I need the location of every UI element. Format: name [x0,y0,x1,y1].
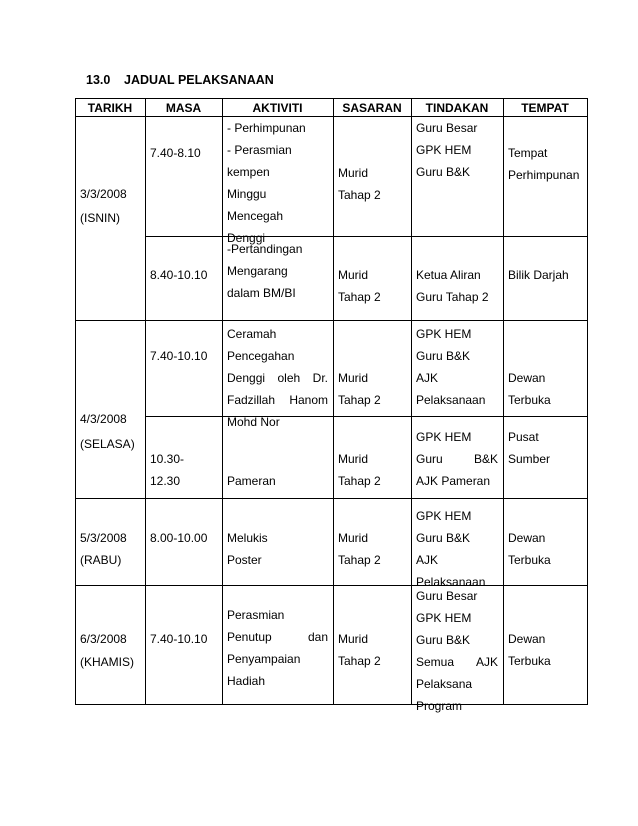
table-border [75,98,76,705]
action-line: Pelaksanaan [416,575,486,589]
time-cell: 7.40-8.10 [150,146,201,160]
target-line: Tahap 2 [338,393,381,407]
session-rule [145,416,588,417]
activity-line: Poster [227,553,262,567]
venue-line: Terbuka [508,393,551,407]
table-border [587,98,588,705]
action-line: Ketua Aliran [416,268,481,282]
action-line: AJK Pameran [416,474,491,488]
venue-line: Dewan [508,632,546,646]
time-cell: 7.40-10.10 [150,349,208,363]
column-header-tarikh: TARIKH [87,101,133,115]
target-line: Tahap 2 [338,553,381,567]
activity-line [227,371,328,385]
activity-line-word: Fadzillah [227,393,276,407]
activity-line-word: Hanom [289,393,328,407]
header-top-rule [75,98,588,99]
activity-line-word: Dr. [312,371,328,385]
venue-line: Pusat [508,430,539,444]
action-line: Guru B&K [416,633,471,647]
activity-line-word: oleh [277,371,301,385]
venue-line: Perhimpunan [508,168,580,182]
target-line: Murid [338,166,369,180]
action-line: AJK [416,553,439,567]
action-line: Program [416,699,463,713]
activity-line: Perasmian [227,608,285,622]
activity-line: Mencegah [227,209,284,223]
action-line: Guru Besar [416,589,478,603]
target-line: Tahap 2 [338,474,381,488]
column-rule [503,98,504,705]
venue-line: Terbuka [508,553,551,567]
action-line-word: Guru [416,452,443,466]
row-day: (KHAMIS) [80,655,134,669]
time-cell: 7.40-10.10 [150,632,208,646]
time-cell: 12.30 [150,474,181,488]
activity-line [227,393,328,407]
header-bottom-rule [75,116,588,117]
row-day: (ISNIN) [80,211,120,225]
action-line: Guru B&K [416,531,471,545]
column-header-sasaran: SASARAN [342,101,402,115]
action-line: Pelaksanaan [416,393,486,407]
action-line: Guru Besar [416,121,478,135]
venue-line: Dewan [508,371,546,385]
time-cell: 8.00-10.00 [150,531,208,545]
target-line: Murid [338,632,369,646]
target-line: Murid [338,268,369,282]
target-line: Murid [338,371,369,385]
column-rule [333,98,334,705]
target-line: Murid [338,452,369,466]
venue-line: Sumber [508,452,551,466]
action-line: GPK HEM [416,327,472,341]
action-line-word: B&K [473,452,498,466]
action-line: Guru B&K [416,165,471,179]
section-title: JADUAL PELAKSANAAN [124,73,274,87]
action-line: AJK [416,371,439,385]
activity-line [227,630,328,644]
action-line-word: Semua [416,655,455,669]
activity-line: Melukis [227,531,268,545]
action-line: GPK HEM [416,611,472,625]
activity-line: Denggi [227,231,266,245]
action-line-word: AJK [475,655,498,669]
column-rule [145,98,146,705]
activity-line: Hadiah [227,674,266,688]
row-date: 3/3/2008 [80,187,127,201]
activity-line: Mohd Nor [227,415,280,429]
action-line: Guru Tahap 2 [416,290,489,304]
activity-line-word: Penutup [227,630,272,644]
row-date: 4/3/2008 [80,412,127,426]
activity-line: -Pertandingan [227,242,303,256]
row-bottom-rule [75,704,588,705]
activity-line: Ceramah [227,327,277,341]
column-rule [411,98,412,705]
activity-line: kempen [227,165,270,179]
activity-line: dalam BM/BI [227,286,296,300]
row-day: (RABU) [80,553,122,567]
action-line [416,655,498,669]
row-date: 6/3/2008 [80,632,127,646]
action-line: GPK HEM [416,430,472,444]
target-line: Murid [338,531,369,545]
action-line: Pelaksana [416,677,473,691]
column-header-masa: MASA [165,101,202,115]
activity-line-word: dan [307,630,328,644]
section-heading [86,73,274,87]
venue-line: Dewan [508,531,546,545]
action-line: GPK HEM [416,143,472,157]
column-header-tempat: TEMPAT [521,101,569,115]
row-date: 5/3/2008 [80,531,127,545]
column-header-aktiviti: AKTIVITI [252,101,303,115]
activity-line: Pameran [227,474,276,488]
section-number: 13.0 [86,73,111,87]
action-line: GPK HEM [416,509,472,523]
activity-line: Pencegahan [227,349,295,363]
activity-line: - Perhimpunan [227,121,306,135]
column-rule [222,98,223,705]
action-line [416,452,498,466]
session-rule [145,236,588,237]
activity-line-word: Denggi [227,371,266,385]
target-line: Tahap 2 [338,654,381,668]
time-cell: 8.40-10.10 [150,268,208,282]
time-cell: 10.30- [150,452,185,466]
action-line: Guru B&K [416,349,471,363]
column-header-tindakan: TINDAKAN [425,101,489,115]
target-line: Tahap 2 [338,188,381,202]
activity-line: - Perasmian [227,143,292,157]
target-line: Tahap 2 [338,290,381,304]
row-day: (SELASA) [80,437,135,451]
venue-line: Tempat [508,146,548,160]
row-bottom-rule [75,320,588,321]
activity-line: Minggu [227,187,267,201]
venue-line: Bilik Darjah [508,268,569,282]
venue-line: Terbuka [508,654,551,668]
activity-line: Penyampaian [227,652,301,666]
row-bottom-rule [75,585,588,586]
row-bottom-rule [75,498,588,499]
activity-line: Mengarang [227,264,288,278]
